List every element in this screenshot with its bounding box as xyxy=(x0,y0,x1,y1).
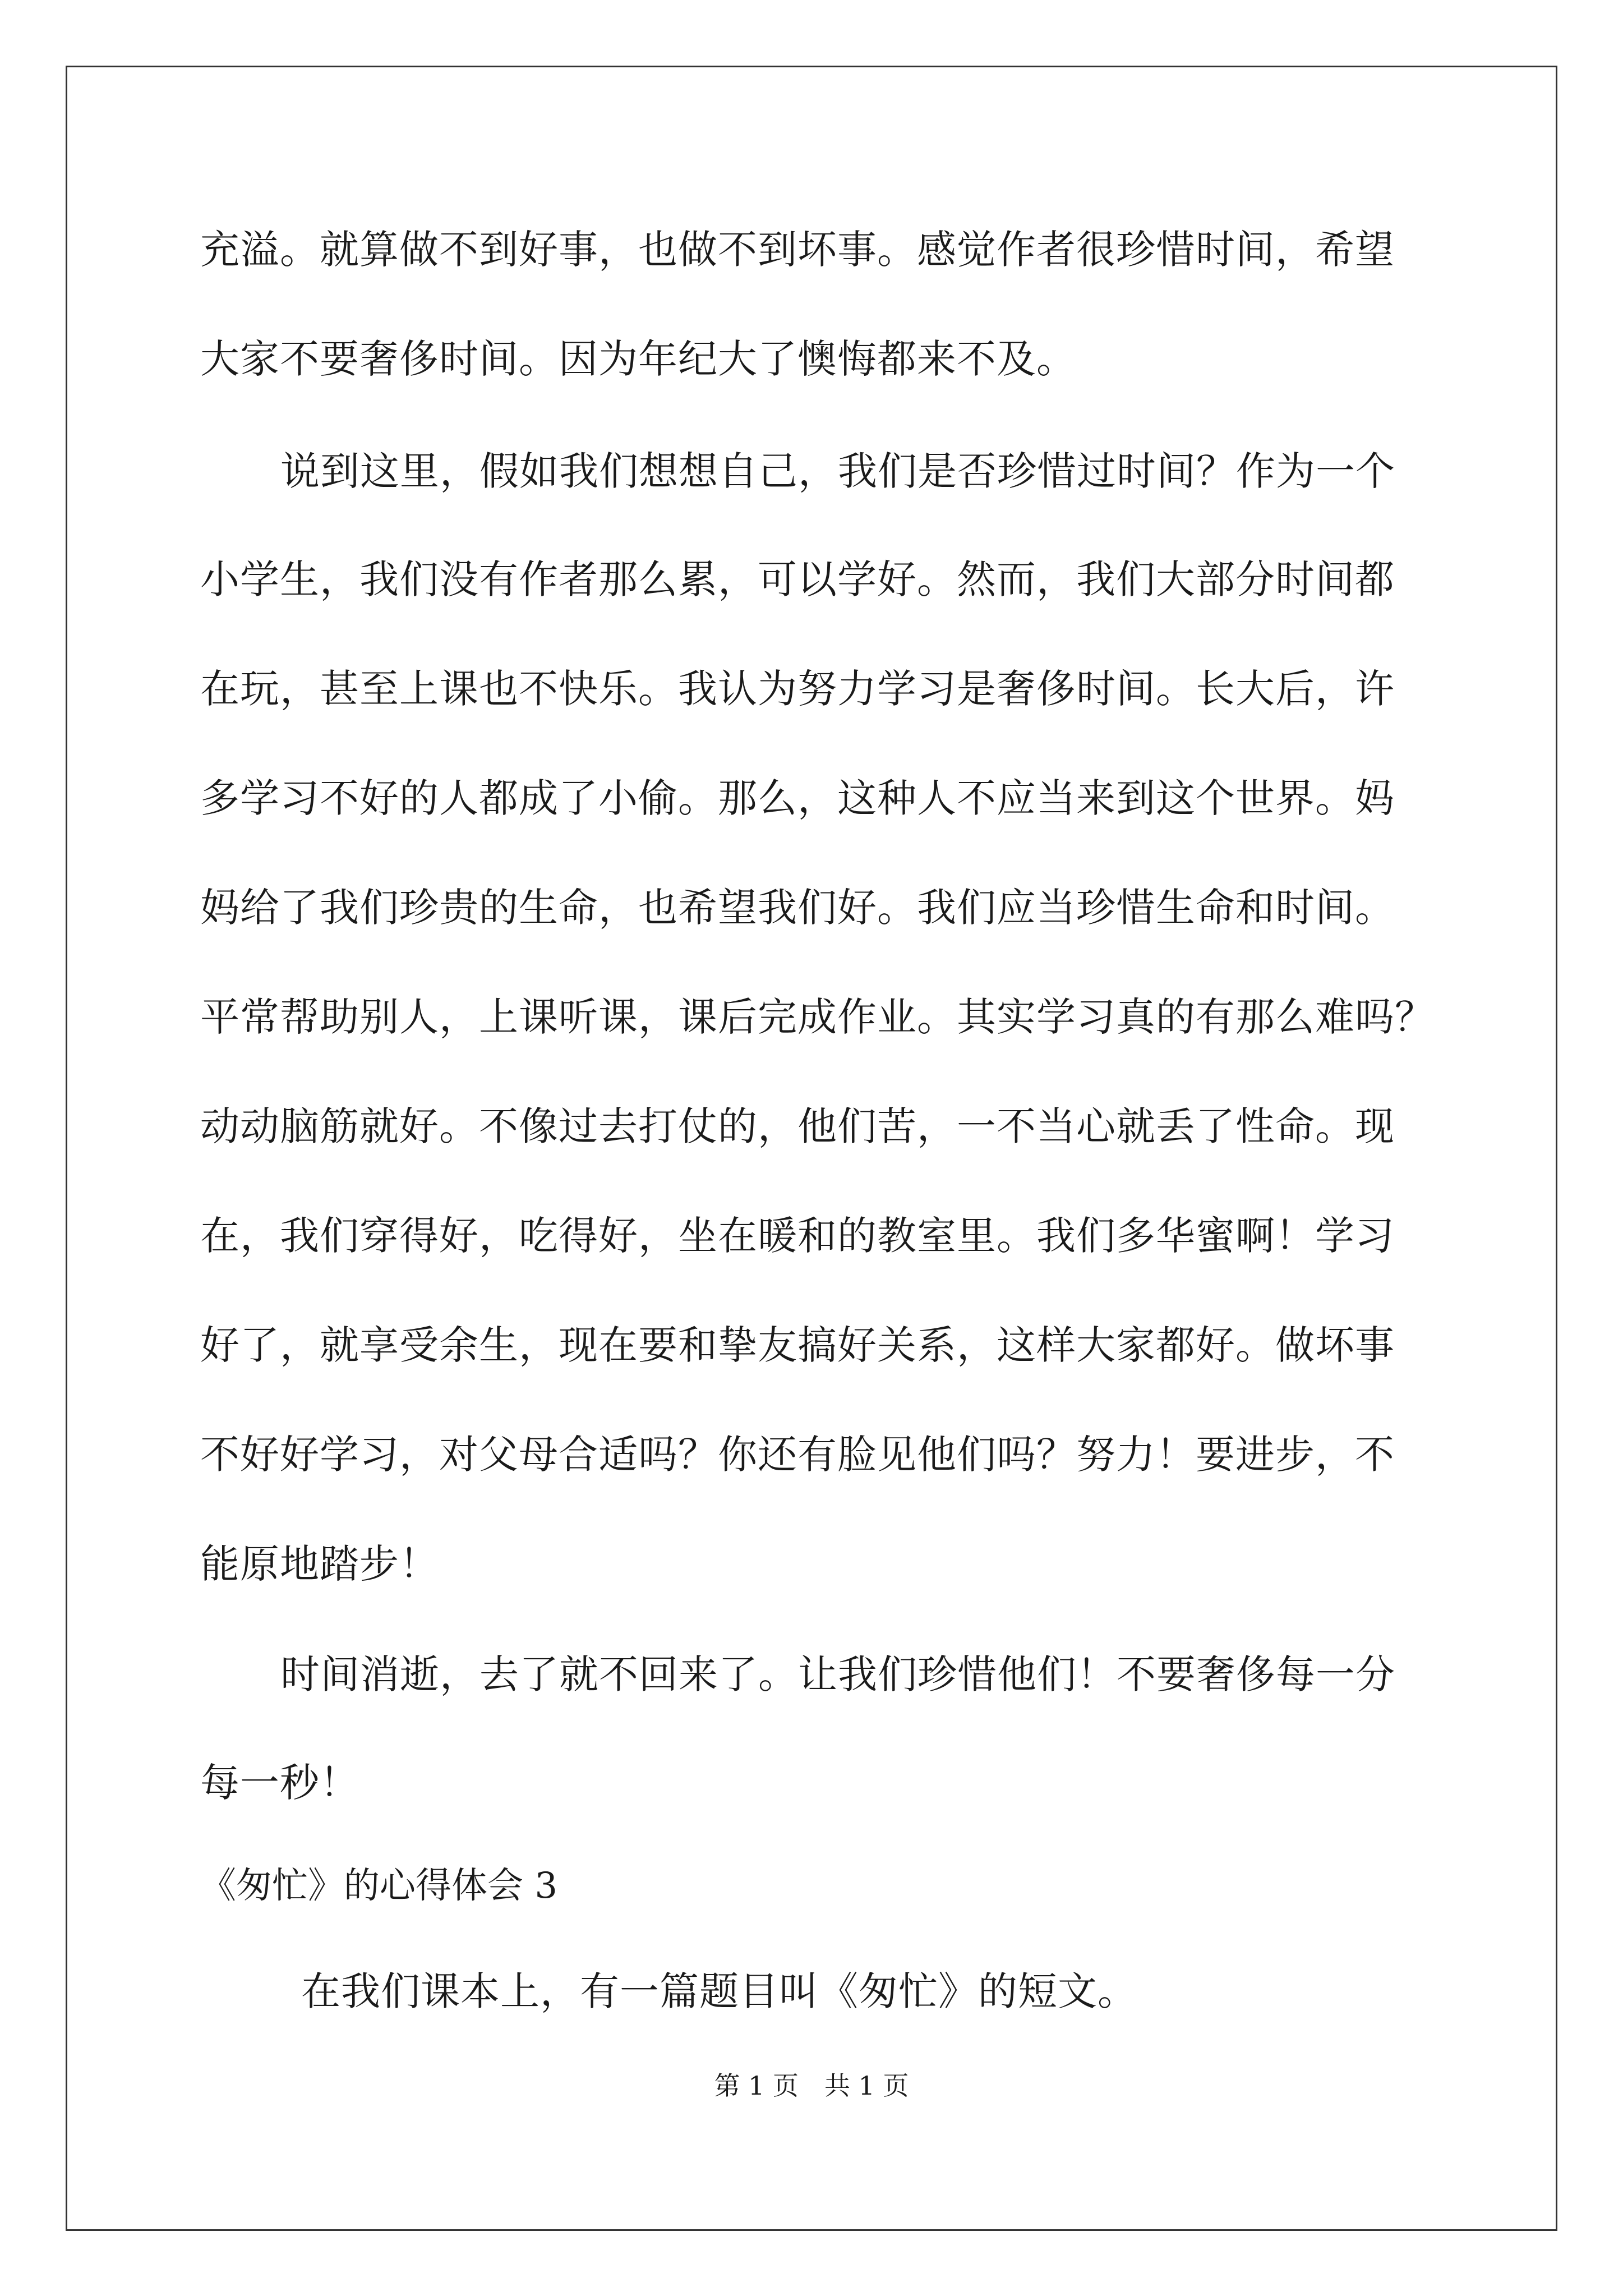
text-line: 大家不要奢侈时间。因为年纪大了懊悔都来不及。 xyxy=(200,336,1076,382)
paragraph-start-line: 说到这里，假如我们想想自己，我们是否珍惜过时间？作为一个 xyxy=(280,448,1395,494)
text-line: 动动脑筋就好。不像过去打仗的，他们苦，一不当心就丢了性命。现 xyxy=(200,1103,1395,1149)
paragraph-start-line: 在我们课本上，有一篇题目叫《匆忙》的短文。 xyxy=(301,1968,1137,2014)
text-line: 平常帮助别人，上课听课，课后完成作业。其实学习真的有那么难吗？ xyxy=(200,994,1435,1040)
text-line: 妈给了我们珍贵的生命，也希望我们好。我们应当珍惜生命和时间。 xyxy=(200,885,1395,931)
text-line: 每一秒！ xyxy=(200,1760,359,1806)
text-line: 小学生，我们没有作者那么累，可以学好。然而，我们大部分时间都 xyxy=(200,556,1395,602)
section-heading: 《匆忙》的心得体会 3 xyxy=(200,1865,558,1907)
text-line: 能原地踏步！ xyxy=(200,1541,439,1587)
text-line: 在玩，甚至上课也不快乐。我认为努力学习是奢侈时间。长大后，许 xyxy=(200,666,1395,712)
text-line: 充溢。就算做不到好事，也做不到坏事。感觉作者很珍惜时间，希望 xyxy=(200,227,1395,273)
text-line: 多学习不好的人都成了小偷。那么，这种人不应当来到这个世界。妈 xyxy=(200,775,1395,821)
page-footer: 第 1 页 共 1 页 xyxy=(714,2070,909,2101)
text-line: 好了，就享受余生，现在要和挚友搞好关系，这样大家都好。做坏事 xyxy=(200,1322,1395,1368)
text-line: 在，我们穿得好，吃得好，坐在暖和的教室里。我们多华蜜啊！学习 xyxy=(200,1213,1395,1259)
paragraph-start-line: 时间消逝，去了就不回来了。让我们珍惜他们！不要奢侈每一分 xyxy=(280,1651,1395,1697)
text-line: 不好好学习，对父母合适吗？你还有脸见他们吗？努力！要进步，不 xyxy=(200,1432,1395,1478)
